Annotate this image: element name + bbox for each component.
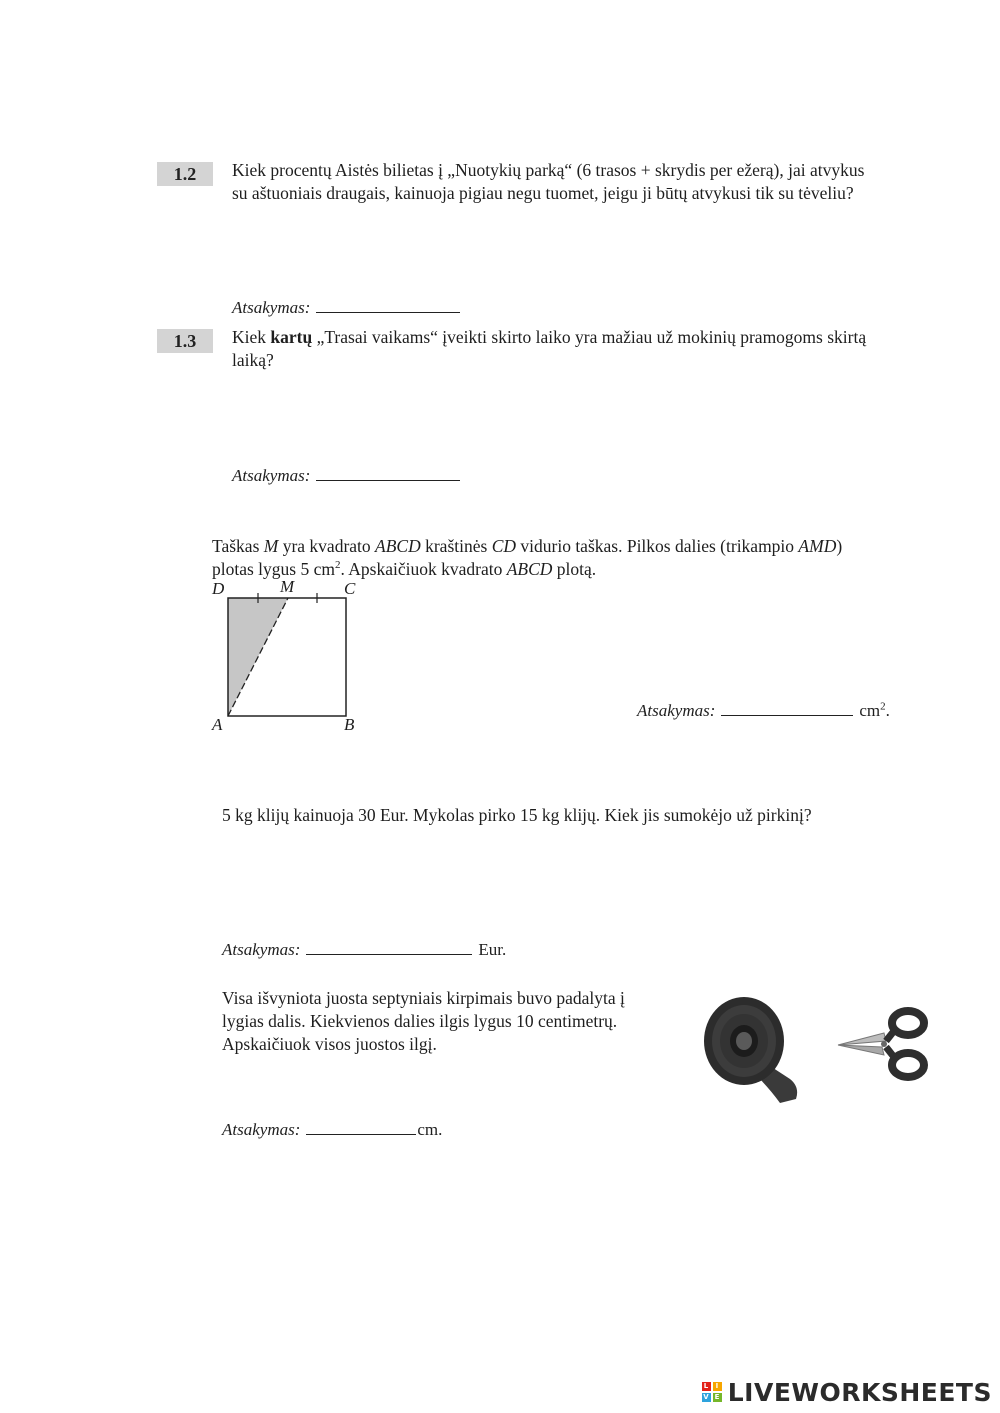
italic-symbol: M — [263, 536, 279, 556]
vertex-label-b: B — [344, 715, 355, 734]
question-1-3-line-1 — [232, 326, 952, 349]
text-segment: Taškas — [212, 536, 264, 556]
answer-row-1-3 — [232, 466, 466, 486]
vertex-label-d: D — [212, 579, 225, 598]
answer-unit: cm — [859, 701, 881, 720]
answer-row-tape — [222, 1120, 442, 1140]
logo-letter: I — [713, 1382, 722, 1391]
answer-label: Atsakymas: — [222, 940, 301, 959]
answer-field-glue[interactable] — [306, 940, 472, 955]
tape-question-line-3: Apskaičiuok visos juostos ilgį. — [222, 1034, 437, 1054]
answer-row-square — [637, 701, 890, 721]
text-segment: Kiek — [232, 327, 271, 347]
italic-symbol: ABCD — [375, 536, 421, 556]
text-segment: . Apskaičiuok kvadrato — [340, 559, 507, 579]
question-1-2-text — [232, 159, 952, 205]
italic-symbol: CD — [491, 536, 517, 556]
answer-field-1-2[interactable] — [316, 298, 460, 313]
unit-end: . — [885, 701, 890, 720]
text-segment: plotą. — [552, 559, 597, 579]
logo-letter: L — [702, 1382, 711, 1391]
answer-label: Atsakymas: — [637, 701, 716, 720]
logo-letter: E — [714, 1393, 720, 1401]
italic-symbol: ABCD — [506, 559, 553, 579]
text-segment: kraštinės — [420, 536, 492, 556]
answer-field-square[interactable] — [721, 701, 853, 716]
text-segment: „Trasai vaikams“ įveikti skirto laiko yra mažiau už mokinių pramogoms skirtą — [312, 327, 867, 347]
text-segment: plotas lygus 5 cm — [212, 559, 335, 579]
answer-row-glue — [222, 940, 506, 960]
text-segment: vidurio taškas. Pilkos dalies (trikampio — [516, 536, 799, 556]
logo-letter: V — [703, 1393, 710, 1401]
liveworksheets-logo-icon — [702, 1382, 722, 1402]
tape-roll-icon — [700, 995, 810, 1107]
answer-field-tape[interactable] — [306, 1120, 416, 1135]
question-1-2-line-1: Kiek procentų Aistės bilietas į „Nuotykių parką“ (6 trasos + skrydis per ežerą), jai atvykus — [232, 160, 865, 180]
scissors-icon — [832, 1005, 932, 1087]
answer-unit: Eur. — [478, 940, 507, 959]
vertex-label-a: A — [212, 715, 223, 734]
bold-word: kartų — [270, 327, 313, 347]
answer-label: Atsakymas: — [222, 1120, 301, 1139]
answer-row-1-2 — [232, 298, 466, 318]
italic-symbol: AMD — [798, 536, 837, 556]
unit-superscript: 2 — [880, 700, 886, 713]
question-number-1-2: 1.2 — [157, 162, 213, 186]
vertex-label-m: M — [280, 577, 295, 596]
question-number-1-3: 1.3 — [157, 329, 213, 353]
text-segment: ) — [836, 536, 843, 556]
superscript: 2 — [334, 559, 341, 572]
tape-question-text — [222, 987, 692, 1056]
answer-unit: cm. — [417, 1120, 443, 1139]
text-segment: yra kvadrato — [278, 536, 376, 556]
vertex-label-c: C — [344, 579, 356, 598]
tape-question-line-2: lygias dalis. Kiekvienos dalies ilgis lygus 10 centimetrų. — [222, 1011, 618, 1031]
tape-question-line-1: Visa išvyniota juosta septyniais kirpimais buvo padalyta į — [222, 988, 625, 1008]
glue-question-text: 5 kg klijų kainuoja 30 Eur. Mykolas pirko 15 kg klijų. Kiek jis sumokėjo už pirkinį? — [222, 805, 812, 825]
answer-label: Atsakymas: — [232, 466, 311, 485]
question-1-2-line-2: su aštuoniais draugais, kainuoja pigiau negu tuomet, jeigu ji būtų atvykusi tik su tėveliu? — [232, 183, 854, 203]
answer-field-1-3[interactable] — [316, 466, 460, 481]
answer-label: Atsakymas: — [232, 298, 311, 317]
liveworksheets-brand — [702, 1377, 992, 1407]
question-1-3-line-2: laiką? — [232, 350, 274, 370]
question-1-3-text — [232, 326, 952, 372]
brand-name: LIVEWORKSHEETS — [727, 1377, 992, 1407]
square-question-line-1 — [212, 535, 932, 558]
